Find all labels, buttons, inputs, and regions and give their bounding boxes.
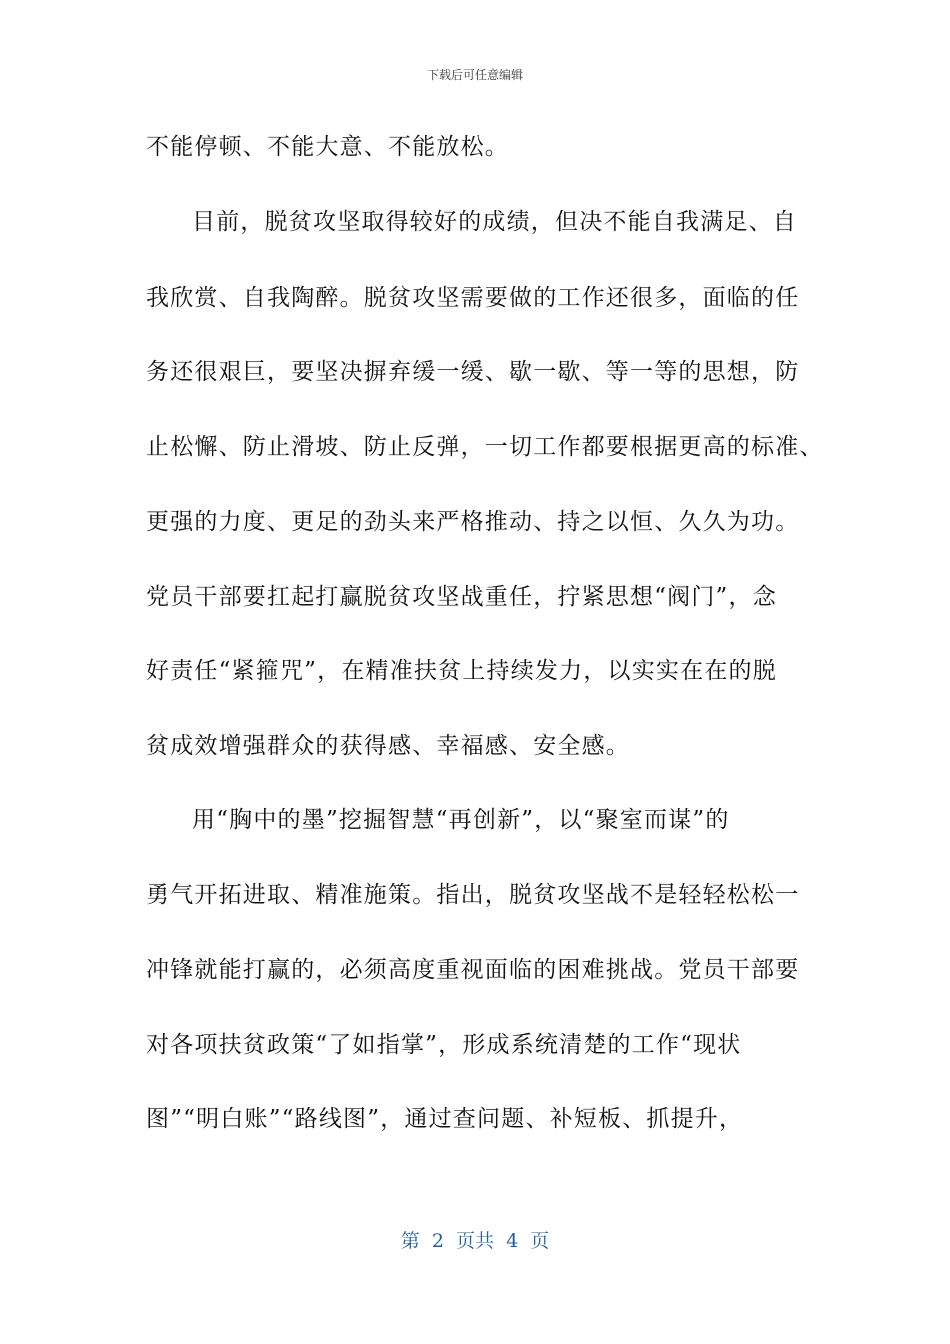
body-line: 目前，脱贫攻坚取得较好的成绩，但决不能自我满足、自 xyxy=(192,209,797,235)
body-line: 不能停顿、不能大意、不能放松。 xyxy=(146,134,509,160)
body-line: 贫成效增强群众的获得感、幸福感、安全感。 xyxy=(146,733,630,759)
body-line: 对各项扶贫政策“了如指掌”，形成系统清楚的工作“现状 xyxy=(146,1032,742,1058)
body-line: 我欣赏、自我陶醉。脱贫攻坚需要做的工作还很多，面临的任 xyxy=(146,285,800,311)
body-line: 好责任“紧箍咒”，在精准扶贫上持续发力，以实实在在的脱 xyxy=(146,658,777,684)
body-line: 勇气开拓进取、精准施策。指出，脱贫攻坚战不是轻轻松松一 xyxy=(146,882,800,908)
body-line: 止松懈、防止滑坡、防止反弹，一切工作都要根据更高的标准、 xyxy=(146,434,824,460)
body-line: 用“胸中的墨”挖掘智慧“再创新”，以“聚室而谋”的 xyxy=(192,807,730,833)
body-line: 图”“明白账”“路线图”，通过查问题、补短板、抓提升， xyxy=(146,1106,744,1132)
body-line: 冲锋就能打赢的，必须高度重视面临的困难挑战。党员干部要 xyxy=(146,957,800,983)
page-header-note: 下载后可任意编辑 xyxy=(426,68,523,82)
body-line: 更强的力度、更足的劲头来严格推动、持之以恒、久久为功。 xyxy=(146,509,800,535)
body-line: 党员干部要扛起打赢脱贫攻坚战重任，拧紧思想“阀门”，念 xyxy=(146,584,777,610)
page-number-footer: 第 2 页共 4 页 xyxy=(400,1230,550,1252)
body-line: 务还很艰巨，要坚决摒弃缓一缓、歇一歇、等一等的思想，防 xyxy=(146,359,800,385)
